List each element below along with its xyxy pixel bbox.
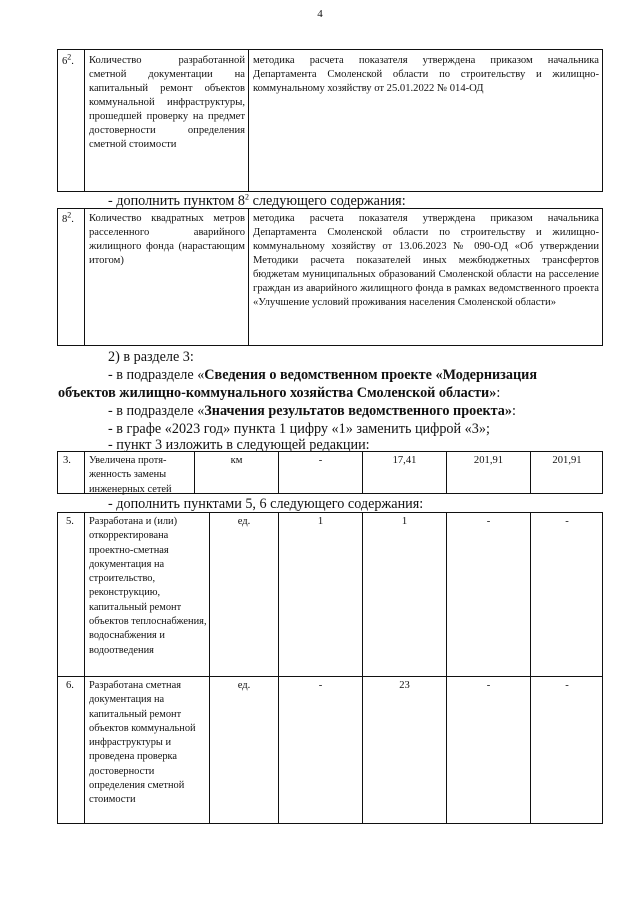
table-cell-value-2: 1 [401,516,408,527]
table-cell-result-name: Увеличена протя-женность замены инженерных сетей [89,455,172,495]
table-cell-number: $8^2$. [62,210,74,225]
table-cell-indicator-name: Количество разработанной сметной документации на капитальный ремонт объектов коммунальной инфраструктуры, прошедшей проверку на предмет достоверности определения сметной стоимости [89,55,245,150]
table-cell-value-4: - [565,680,569,691]
table-result-3 [57,451,603,494]
text-add-item-8-2: - дополнить пунктом $8^2$ следующего содержания: [108,192,406,209]
table-cell-value-2: 17,41 [392,455,417,466]
table-cell-unit: ед. [237,680,251,691]
section-3-heading: 2) в разделе 3: [108,349,194,365]
item-3-edit-line: - пункт 3 изложить в следующей редакции: [108,437,370,453]
table-indicator-6-2 [57,49,603,192]
table-cell-result-name: Разработана сметная документация на капитальный ремонт объектов коммунальной инфраструктуры и проведена проверка достоверности определения сметной стоимости [89,680,196,806]
table-indicator-8-2 [57,208,603,346]
table-cell-result-name: Разработана и (или) откорректирована проектно-сметная документация на строительство, реконструкцию, капитальный ремонт объектов теплоснабжения, водоснабжения и водоотведения [89,516,207,656]
table-cell-number: $6^2$. [62,52,74,67]
table-cell-value-3: 201,91 [473,455,504,466]
page-number: 4 [317,8,323,20]
subsection-results-line: - в подразделе «Значения результатов ведомственного проекта»: [108,403,516,419]
table-cell-value-4: - [565,516,569,527]
column-2023-change-line: - в графе «2023 год» пункта 1 цифру «1» заменить цифрой «3»; [108,421,490,437]
text-add-items-5-6: - дополнить пунктами 5, 6 следующего содержания: [108,496,424,512]
table-results-5-6 [57,512,603,824]
table-cell-indicator-name: Количество квадратных метров расселенного аварийного жилищного фонда (нарастающим итогом) [89,213,245,266]
table-cell-number: 3. [63,455,71,466]
table-cell-value-2: 23 [399,680,410,691]
table-cell-value-4: 201,91 [552,455,582,466]
subsection-info-line: - в подразделе «Сведения о ведомственном проекте «Модернизация [108,367,538,383]
table-cell-value-3: - [486,680,491,691]
table-cell-unit: ед. [237,516,251,527]
table-cell-value-1: 1 [317,516,324,527]
table-cell-value-1: - [318,455,323,466]
subsection-info-line-cont: объектов жилищно-коммунального хозяйства Смоленской области»: [58,385,501,401]
table-cell-methodology: методика расчета показателя утверждена приказом начальника Департамента Смоленской области по строительству и жилищно-коммунальному хозяйству от 13.06.2023 № 090-ОД «Об утверждении Методики расчета показателей иных межбюджетных трансфертов бюджетам муниципальных образований Смоленской области на расселение граждан из аварийного жилищного фонда в рамках ведомственного проекта «Улучшение условий проживания населения Смоленской области» [253,213,599,308]
table-cell-number: 5. [66,516,74,527]
table-cell-methodology: методика расчета показателя утверждена приказом начальника Департамента Смоленской области по строительству и жилищно-коммунальному хозяйству от 25.01.2022 № 014-ОД [253,55,599,94]
table-cell-value-3: - [486,516,491,527]
table-cell-unit: км [230,455,243,466]
table-cell-number: 6. [66,680,74,691]
table-cell-value-1: - [318,680,323,691]
